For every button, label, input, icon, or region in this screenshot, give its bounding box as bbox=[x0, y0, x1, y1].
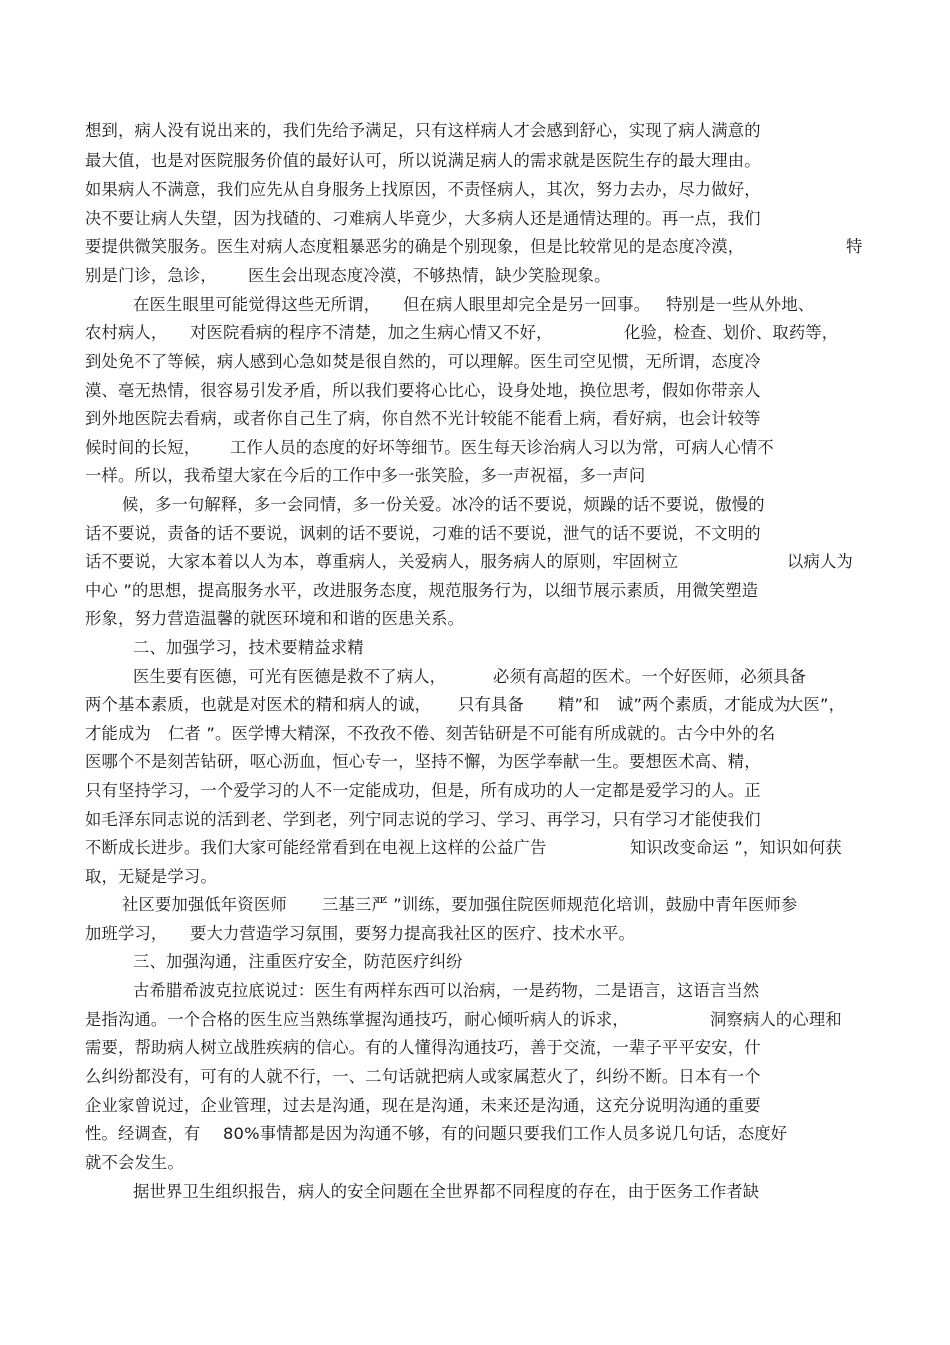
paragraph-first-line: 据世界卫生组织报告，病人的安全问题在全世界都不同程度的存在，由于医务工作者缺 bbox=[133, 1182, 760, 1201]
text-line: 想到，病人没有说出来的，我们先给予满足，只有这样病人才会感到舒心，实现了病人满意的 bbox=[85, 121, 761, 140]
text-line: 取，无疑是学习。 bbox=[85, 867, 217, 886]
text-line: 80%事情都是因为沟通不够，有的问题只要我们工作人员多说几句话，态度好 bbox=[223, 1124, 788, 1143]
text-line: 企业家曾说过，企业管理，过去是沟通，现在是沟通，未来还是沟通，这充分说明沟通的重要 bbox=[85, 1096, 761, 1115]
paragraph-first-line: 候，多一句解释，多一会同情，多一份关爱。冰冷的话不要说，烦躁的话不要说，傲慢的 bbox=[122, 495, 765, 514]
text-line: 要大力营造学习氛围，要努力提高我社区的医疗、技术水平。 bbox=[190, 924, 635, 943]
text-line: 加班学习， bbox=[85, 924, 168, 943]
text-line: 特 bbox=[846, 237, 863, 256]
text-line: 化验，检查、划价、取药等， bbox=[624, 323, 839, 342]
text-line: 特别是一些从外地、 bbox=[666, 295, 815, 314]
text-line: 漠、毫无热情，很容易引发矛盾，所以我们要将心比心，设身处地，换位思考，假如你带亲人 bbox=[85, 381, 761, 400]
text-line: 要提供微笑服务。医生对病人态度粗暴恶劣的确是个别现象，但是比较常见的是态度冷漠， bbox=[85, 237, 745, 256]
text-line: 精”和 bbox=[558, 695, 600, 714]
text-line: 医哪个不是刻苦钻研，呕心沥血，恒心专一，坚持不懈，为医学奉献一生。要想医术高、精， bbox=[85, 752, 761, 771]
text-line: 农村病人， bbox=[85, 323, 168, 342]
text-line: 候时间的长短， bbox=[85, 438, 201, 457]
text-line: 到外地医院去看病，或者你自己生了病，你自然不光计较能不能看上病，看好病，也会计较等 bbox=[85, 409, 761, 428]
text-line: 才能成为 bbox=[85, 724, 151, 743]
text-line: 别是门诊，急诊， bbox=[85, 266, 217, 285]
text-line: 如果病人不满意，我们应先从自身服务上找原因，不责怪病人，其次，努力去办，尽力做好， bbox=[85, 180, 761, 199]
text-line: 话不要说，责备的话不要说，讽刺的话不要说，刁难的话不要说，泄气的话不要说，不文明的 bbox=[85, 524, 761, 543]
text-line: 最大值，也是对医院服务价值的最好认可，所以说满足病人的需求就是医院生存的最大理由。 bbox=[85, 151, 761, 170]
text-line: 是指沟通。一个合格的医生应当熟练掌握沟通技巧，耐心倾听病人的诉求， bbox=[85, 1010, 629, 1029]
text-line: 仁者 ”。医学博大精深，不孜孜不倦、刻苦钻研是不可能有所成就的。古今中外的名 bbox=[168, 724, 776, 743]
text-line: 么纠纷都没有，可有的人就不行，一、二句话就把病人或家属惹火了，纠纷不断。日本有一个 bbox=[85, 1067, 761, 1086]
text-line: 中心 ”的思想，提高服务水平，改进服务态度，规范服务行为，以细节展示素质，用微笑塑造 bbox=[85, 581, 759, 600]
text-line: 大医”， bbox=[787, 695, 846, 714]
text-line: 诚”两个素质，才能成为 bbox=[617, 695, 791, 714]
text-line: 两个基本素质，也就是对医术的精和病人的诚， bbox=[85, 695, 432, 714]
text-line: 对医院看病的程序不清楚，加之生病心情又不好， bbox=[190, 323, 553, 342]
text-line: 话不要说，大家本着以人为本，尊重病人，关爱病人，服务病人的原则，牢固树立 bbox=[85, 552, 679, 571]
text-line: 到处免不了等候，病人感到心急如焚是很自然的，可以理解。医生司空见惯，无所谓，态度冷 bbox=[85, 352, 761, 371]
text-line: 医生会出现态度冷漠，不够热情，缺少笑脸现象。 bbox=[248, 266, 611, 285]
section-heading: 二、加强学习，技术要精益求精 bbox=[133, 638, 364, 657]
text-line: 但在病人眼里却完全是另一回事。 bbox=[403, 295, 651, 314]
text-line: 就不会发生。 bbox=[85, 1153, 184, 1172]
text-line: 工作人员的态度的好坏等细节。医生每天诊治病人习以为常，可病人心情不 bbox=[230, 438, 774, 457]
text-line: 知识改变命运 ”，知识如何获 bbox=[630, 838, 842, 857]
text-line: 洞察病人的心理和 bbox=[710, 1010, 842, 1029]
text-line: 只有坚持学习，一个爱学习的人不一定能成功，但是，所有成功的人一定都是爱学习的人。正 bbox=[85, 781, 761, 800]
text-line: 需要，帮助病人树立战胜疾病的信心。有的人懂得沟通技巧，善于交流，一辈子平平安安，什 bbox=[85, 1038, 761, 1057]
text-line: 形象，努力营造温馨的就医环境和和谐的医患关系。 bbox=[85, 609, 465, 628]
text-line: 以病人为 bbox=[787, 552, 853, 571]
text-line: 决不要让病人失望，因为找碴的、刁难病人毕竟少，大多病人还是通情达理的。再一点，我们 bbox=[85, 209, 761, 228]
paragraph-first-line: 社区要加强低年资医师 bbox=[122, 895, 287, 914]
text-line: 性。经调查，有 bbox=[85, 1124, 201, 1143]
text-line: 一样。所以，我希望大家在今后的工作中多一张笑脸，多一声祝福，多一声问 bbox=[85, 466, 646, 485]
text-line: 必须有高超的医术。一个好医师，必须具备 bbox=[493, 667, 807, 686]
text-line: 不断成长进步。我们大家可能经常看到在电视上这样的公益广告 bbox=[85, 838, 547, 857]
section-heading: 三、加强沟通，注重医疗安全，防范医疗纠纷 bbox=[133, 952, 463, 971]
paragraph-first-line: 在医生眼里可能觉得这些无所谓， bbox=[133, 295, 381, 314]
paragraph-first-line: 医生要有医德，可光有医德是救不了病人， bbox=[133, 667, 447, 686]
text-line: 三基三严 ”训练，要加强住院医师规范化培训，鼓励中青年医师参 bbox=[322, 895, 798, 914]
text-line: 只有具备 bbox=[458, 695, 524, 714]
text-line: 如毛泽东同志说的活到老、学到老，列宁同志说的学习、学习、再学习，只有学习才能使我们 bbox=[85, 810, 761, 829]
paragraph-first-line: 古希腊希波克拉底说过：医生有两样东西可以治病，一是药物，二是语言，这语言当然 bbox=[133, 981, 760, 1000]
